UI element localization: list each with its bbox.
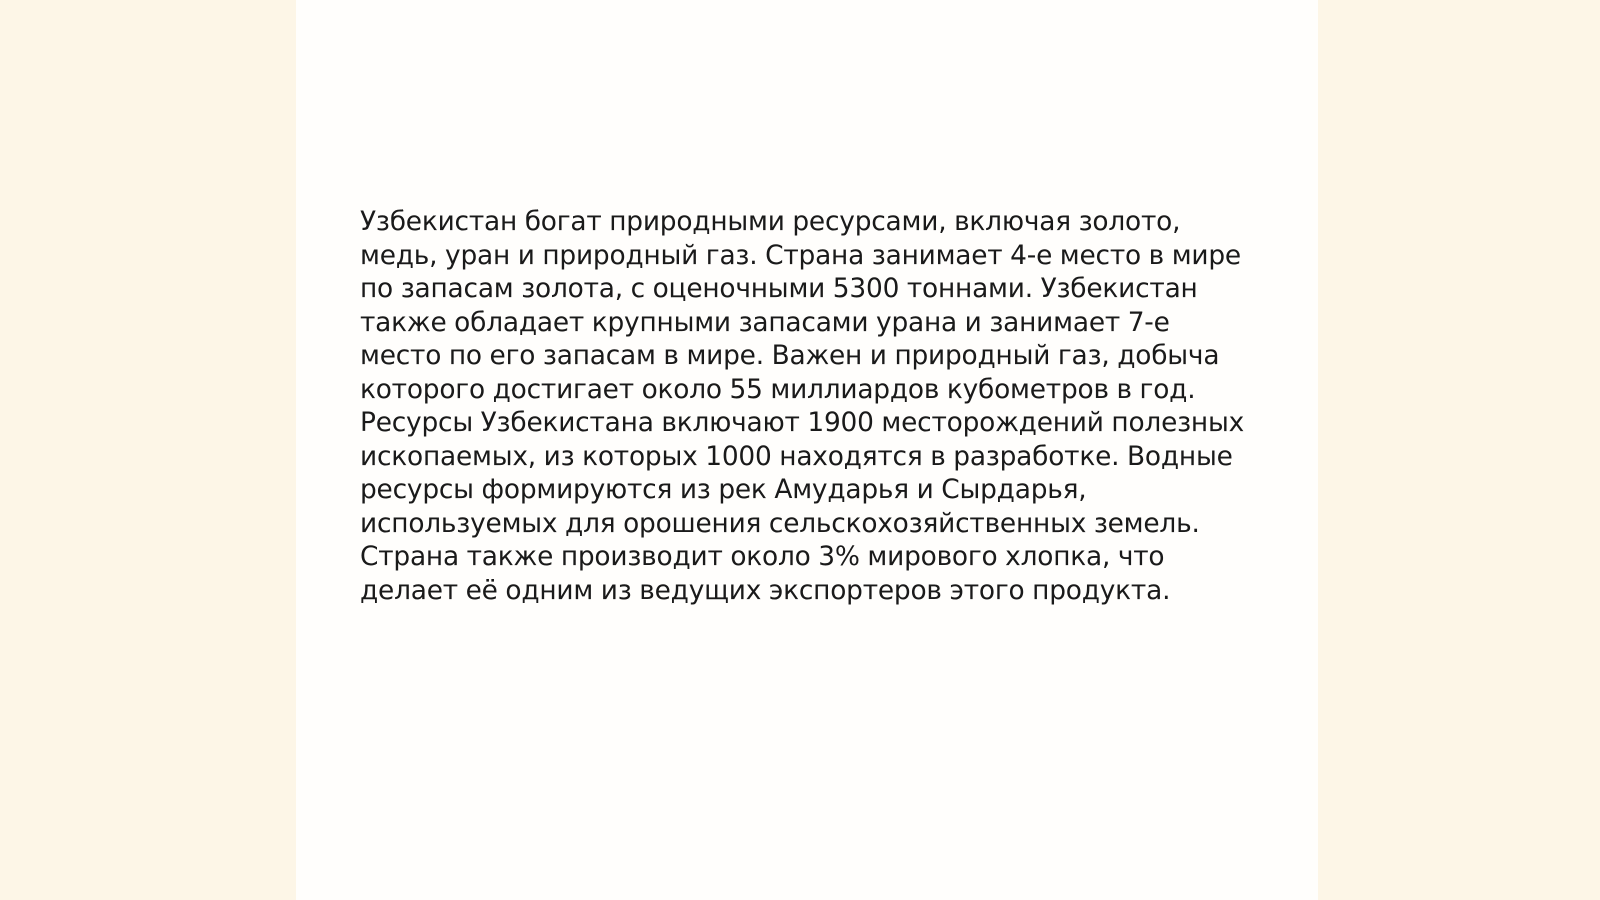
left-margin-band	[0, 0, 296, 900]
right-margin-band	[1318, 0, 1600, 900]
slide-body-paragraph: Узбекистан богат природными ресурсами, включая золото, медь, уран и природный газ. Страна занимает 4-е место в мире по запасам золота, с оценочными 5300 тоннами. Узбекистан также обладает крупными запасами урана и занимает 7-е место по его запасам в мире. Важен и природный газ, добыча которого достигает около 55 миллиардов кубометров в год. Ресурсы Узбекистана включают 1900 месторождений полезных ископаемых, из которых 1000 находятся в разработке. Водные ресурсы формируются из рек Амударья и Сырдарья, используемых для орошения сельскохозяйственных земель. Страна также производит около 3% мирового хлопка, что делает её одним из ведущих экспортеров этого продукта.	[360, 206, 1245, 606]
slide-page	[296, 0, 1318, 900]
